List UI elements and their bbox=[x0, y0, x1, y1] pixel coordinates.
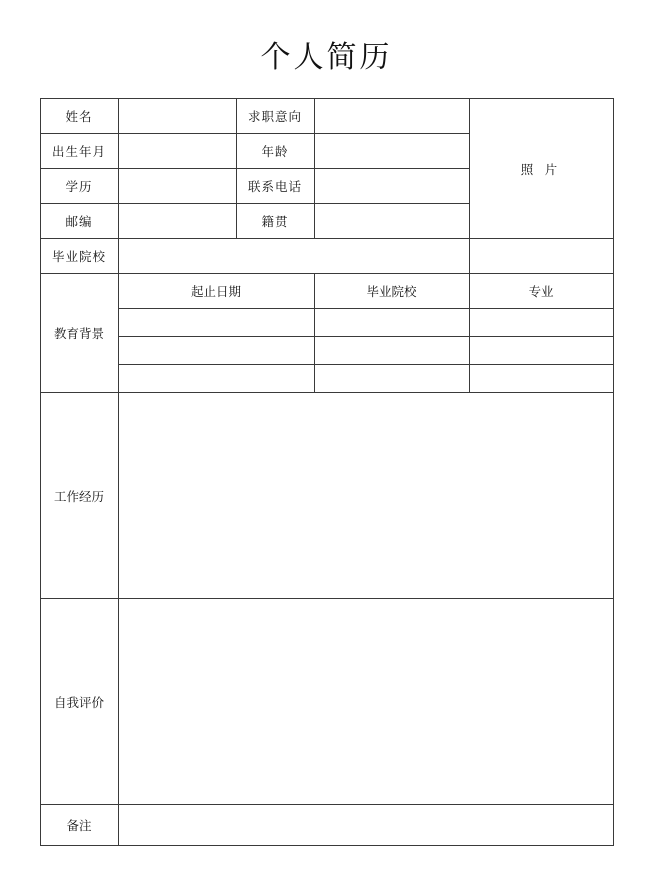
table-row bbox=[40, 337, 613, 365]
field-phone[interactable] bbox=[314, 169, 469, 204]
edu-cell-major[interactable] bbox=[469, 337, 613, 365]
label-graduate-school: 毕业院校 bbox=[40, 239, 118, 274]
field-remark[interactable] bbox=[118, 805, 613, 846]
field-postcode[interactable] bbox=[118, 204, 236, 239]
photo-spacer bbox=[469, 239, 613, 274]
field-self-evaluation[interactable] bbox=[118, 599, 613, 805]
table-row bbox=[40, 99, 613, 134]
section-label-education: 教育背景 bbox=[40, 274, 118, 393]
table-row bbox=[40, 805, 613, 846]
table-row bbox=[40, 365, 613, 393]
table-row bbox=[40, 393, 613, 599]
label-education-level: 学历 bbox=[40, 169, 118, 204]
label-phone: 联系电话 bbox=[236, 169, 314, 204]
label-hometown: 籍贯 bbox=[236, 204, 314, 239]
edu-header-school: 毕业院校 bbox=[314, 274, 469, 309]
label-job-intention: 求职意向 bbox=[236, 99, 314, 134]
edu-cell-dates[interactable] bbox=[118, 309, 314, 337]
field-education-level[interactable] bbox=[118, 169, 236, 204]
table-row bbox=[40, 239, 613, 274]
field-birth-date[interactable] bbox=[118, 134, 236, 169]
section-label-work: 工作经历 bbox=[40, 393, 118, 599]
section-label-self-evaluation: 自我评价 bbox=[40, 599, 118, 805]
field-work-experience[interactable] bbox=[118, 393, 613, 599]
edu-cell-school[interactable] bbox=[314, 309, 469, 337]
table-row bbox=[40, 309, 613, 337]
label-postcode: 邮编 bbox=[40, 204, 118, 239]
edu-header-dates: 起止日期 bbox=[118, 274, 314, 309]
field-age[interactable] bbox=[314, 134, 469, 169]
field-graduate-school[interactable] bbox=[118, 239, 469, 274]
field-job-intention[interactable] bbox=[314, 99, 469, 134]
page-title: 个人简历 bbox=[260, 41, 393, 74]
field-name[interactable] bbox=[118, 99, 236, 134]
edu-cell-dates[interactable] bbox=[118, 337, 314, 365]
label-birth-date: 出生年月 bbox=[40, 134, 118, 169]
resume-table bbox=[40, 98, 614, 846]
label-age: 年龄 bbox=[236, 134, 314, 169]
photo-placeholder[interactable]: 照 片 bbox=[469, 99, 613, 239]
edu-cell-major[interactable] bbox=[469, 309, 613, 337]
edu-cell-dates[interactable] bbox=[118, 365, 314, 393]
field-hometown[interactable] bbox=[314, 204, 469, 239]
section-label-remark: 备注 bbox=[40, 805, 118, 846]
edu-header-major: 专业 bbox=[469, 274, 613, 309]
edu-cell-school[interactable] bbox=[314, 365, 469, 393]
table-row bbox=[40, 599, 613, 805]
edu-cell-major[interactable] bbox=[469, 365, 613, 393]
table-row bbox=[40, 274, 613, 309]
label-name: 姓名 bbox=[40, 99, 118, 134]
edu-cell-school[interactable] bbox=[314, 337, 469, 365]
